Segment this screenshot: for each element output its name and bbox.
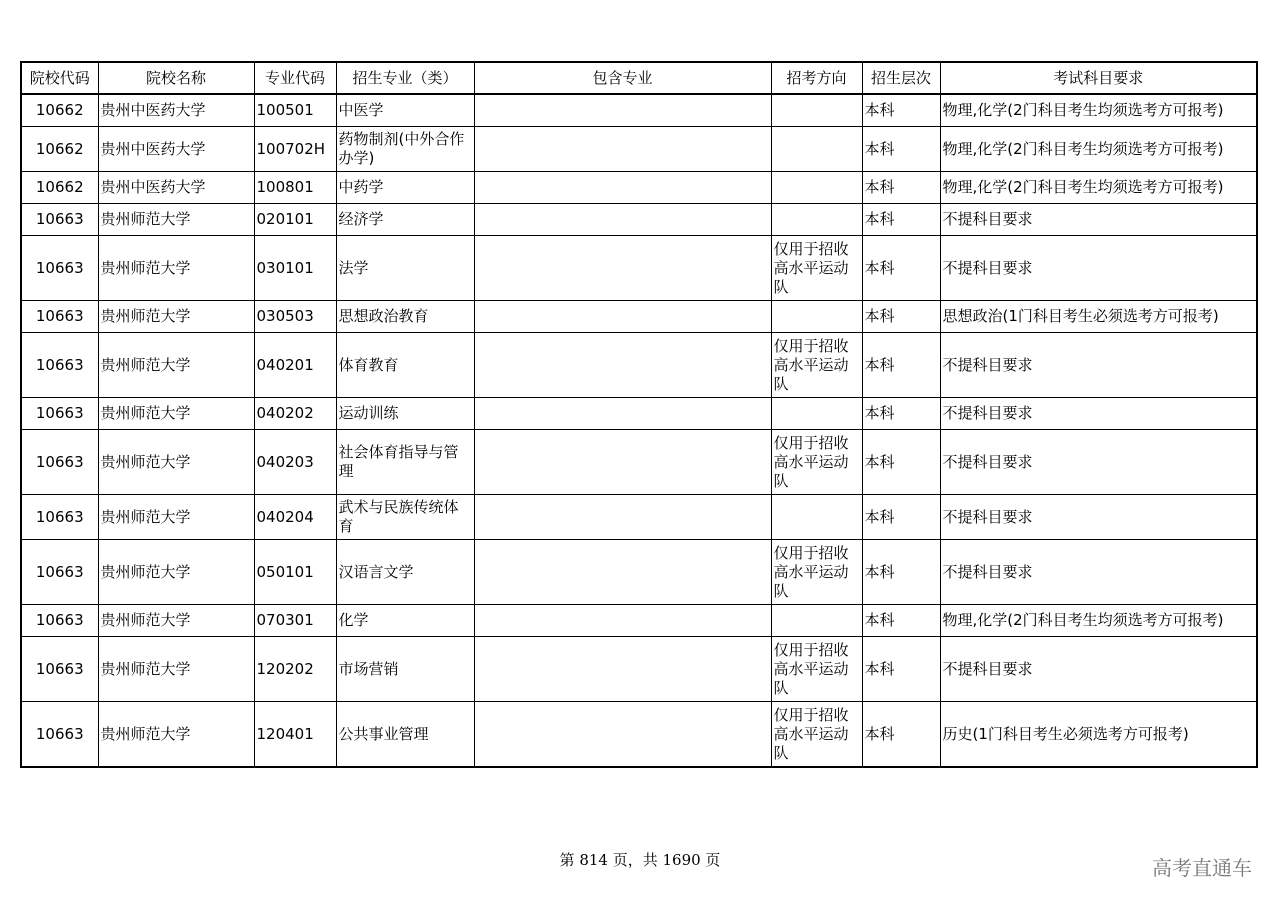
cell-direction: [771, 398, 862, 430]
cell-school-code: 10663: [21, 540, 98, 605]
cell-major-code: 040204: [254, 495, 336, 540]
cell-includes: [474, 430, 771, 495]
cell-level: 本科: [862, 398, 940, 430]
cell-requirement: 物理,化学(2门科目考生均须选考方可报考): [940, 605, 1257, 637]
cell-major: 中药学: [336, 172, 474, 204]
cell-level: 本科: [862, 236, 940, 301]
cell-includes: [474, 236, 771, 301]
table-row: [21, 637, 1257, 702]
cell-level: 本科: [862, 301, 940, 333]
header-includes: 包含专业: [474, 62, 771, 94]
cell-school-name: 贵州师范大学: [98, 333, 254, 398]
cell-major-code: 040202: [254, 398, 336, 430]
cell-major-code: 120401: [254, 702, 336, 768]
cell-major: 汉语言文学: [336, 540, 474, 605]
cell-major: 经济学: [336, 204, 474, 236]
cell-major-code: 120202: [254, 637, 336, 702]
cell-major: 法学: [336, 236, 474, 301]
table-row: [21, 94, 1257, 127]
cell-level: 本科: [862, 94, 940, 127]
header-school-name: 院校名称: [98, 62, 254, 94]
cell-major-code: 070301: [254, 605, 336, 637]
cell-level: 本科: [862, 702, 940, 768]
cell-major: 中医学: [336, 94, 474, 127]
cell-school-name: 贵州师范大学: [98, 430, 254, 495]
cell-major-code: 040201: [254, 333, 336, 398]
cell-direction: [771, 127, 862, 172]
cell-direction: [771, 94, 862, 127]
cell-school-name: 贵州师范大学: [98, 301, 254, 333]
cell-school-code: 10663: [21, 398, 98, 430]
admission-table: [20, 61, 1258, 768]
cell-major-code: 100702H: [254, 127, 336, 172]
cell-major-code: 020101: [254, 204, 336, 236]
cell-school-name: 贵州师范大学: [98, 398, 254, 430]
cell-direction: 仅用于招收高水平运动队: [771, 637, 862, 702]
cell-major: 武术与民族传统体育: [336, 495, 474, 540]
cell-includes: [474, 398, 771, 430]
cell-school-name: 贵州中医药大学: [98, 127, 254, 172]
cell-school-code: 10663: [21, 495, 98, 540]
cell-school-code: 10663: [21, 204, 98, 236]
table-row: [21, 605, 1257, 637]
cell-requirement: 不提科目要求: [940, 204, 1257, 236]
cell-requirement: 不提科目要求: [940, 637, 1257, 702]
cell-major-code: 100501: [254, 94, 336, 127]
cell-requirement: 不提科目要求: [940, 430, 1257, 495]
page-number-footer: 第 814 页，共 1690 页: [559, 851, 721, 869]
cell-major: 市场营销: [336, 637, 474, 702]
cell-major: 药物制剂(中外合作办学): [336, 127, 474, 172]
cell-school-code: 10662: [21, 127, 98, 172]
cell-major: 公共事业管理: [336, 702, 474, 768]
cell-includes: [474, 333, 771, 398]
cell-requirement: 思想政治(1门科目考生必须选考方可报考): [940, 301, 1257, 333]
table-row: [21, 702, 1257, 768]
cell-direction: [771, 172, 862, 204]
cell-requirement: 不提科目要求: [940, 236, 1257, 301]
cell-major-code: 040203: [254, 430, 336, 495]
cell-school-code: 10663: [21, 637, 98, 702]
cell-includes: [474, 94, 771, 127]
cell-major: 运动训练: [336, 398, 474, 430]
cell-level: 本科: [862, 495, 940, 540]
cell-direction: [771, 605, 862, 637]
header-major: 招生专业（类）: [336, 62, 474, 94]
cell-major-code: 030101: [254, 236, 336, 301]
header-requirement: 考试科目要求: [940, 62, 1257, 94]
watermark-text: 高考直通车: [1152, 856, 1252, 880]
header-school-code: 院校代码: [21, 62, 98, 94]
table-row: [21, 495, 1257, 540]
cell-school-code: 10663: [21, 430, 98, 495]
cell-includes: [474, 127, 771, 172]
cell-level: 本科: [862, 204, 940, 236]
cell-school-name: 贵州师范大学: [98, 204, 254, 236]
cell-school-code: 10663: [21, 702, 98, 768]
cell-direction: [771, 301, 862, 333]
cell-requirement: 不提科目要求: [940, 398, 1257, 430]
cell-major-code: 100801: [254, 172, 336, 204]
cell-requirement: 不提科目要求: [940, 495, 1257, 540]
table-row: [21, 172, 1257, 204]
cell-requirement: 不提科目要求: [940, 333, 1257, 398]
cell-school-code: 10663: [21, 236, 98, 301]
table-row: [21, 540, 1257, 605]
table-row: [21, 430, 1257, 495]
cell-school-name: 贵州师范大学: [98, 702, 254, 768]
cell-major: 社会体育指导与管理: [336, 430, 474, 495]
cell-school-name: 贵州中医药大学: [98, 172, 254, 204]
header-direction: 招考方向: [771, 62, 862, 94]
cell-includes: [474, 637, 771, 702]
cell-level: 本科: [862, 637, 940, 702]
cell-requirement: 物理,化学(2门科目考生均须选考方可报考): [940, 127, 1257, 172]
cell-major: 体育教育: [336, 333, 474, 398]
cell-includes: [474, 204, 771, 236]
cell-direction: 仅用于招收高水平运动队: [771, 236, 862, 301]
cell-includes: [474, 495, 771, 540]
cell-major: 思想政治教育: [336, 301, 474, 333]
cell-level: 本科: [862, 540, 940, 605]
cell-level: 本科: [862, 127, 940, 172]
cell-direction: 仅用于招收高水平运动队: [771, 540, 862, 605]
cell-school-name: 贵州师范大学: [98, 637, 254, 702]
cell-includes: [474, 301, 771, 333]
cell-direction: [771, 204, 862, 236]
header-level: 招生层次: [862, 62, 940, 94]
cell-major-code: 050101: [254, 540, 336, 605]
cell-direction: [771, 495, 862, 540]
cell-school-name: 贵州师范大学: [98, 236, 254, 301]
cell-includes: [474, 172, 771, 204]
cell-level: 本科: [862, 605, 940, 637]
cell-school-code: 10663: [21, 333, 98, 398]
cell-direction: 仅用于招收高水平运动队: [771, 333, 862, 398]
cell-school-code: 10663: [21, 301, 98, 333]
cell-school-code: 10663: [21, 605, 98, 637]
cell-level: 本科: [862, 333, 940, 398]
cell-major-code: 030503: [254, 301, 336, 333]
cell-includes: [474, 540, 771, 605]
table-header-row: [21, 62, 1257, 94]
cell-school-name: 贵州中医药大学: [98, 94, 254, 127]
cell-school-code: 10662: [21, 172, 98, 204]
cell-requirement: 物理,化学(2门科目考生均须选考方可报考): [940, 172, 1257, 204]
cell-level: 本科: [862, 172, 940, 204]
cell-school-name: 贵州师范大学: [98, 540, 254, 605]
cell-school-code: 10662: [21, 94, 98, 127]
cell-requirement: 不提科目要求: [940, 540, 1257, 605]
cell-school-name: 贵州师范大学: [98, 605, 254, 637]
cell-includes: [474, 605, 771, 637]
cell-school-name: 贵州师范大学: [98, 495, 254, 540]
cell-requirement: 物理,化学(2门科目考生均须选考方可报考): [940, 94, 1257, 127]
table-row: [21, 398, 1257, 430]
cell-requirement: 历史(1门科目考生必须选考方可报考): [940, 702, 1257, 768]
cell-direction: 仅用于招收高水平运动队: [771, 430, 862, 495]
table-row: [21, 236, 1257, 301]
cell-level: 本科: [862, 430, 940, 495]
table-row: [21, 333, 1257, 398]
cell-major: 化学: [336, 605, 474, 637]
cell-includes: [474, 702, 771, 768]
table-row: [21, 204, 1257, 236]
header-major-code: 专业代码: [254, 62, 336, 94]
table-row: [21, 301, 1257, 333]
cell-direction: 仅用于招收高水平运动队: [771, 702, 862, 768]
table-row: [21, 127, 1257, 172]
